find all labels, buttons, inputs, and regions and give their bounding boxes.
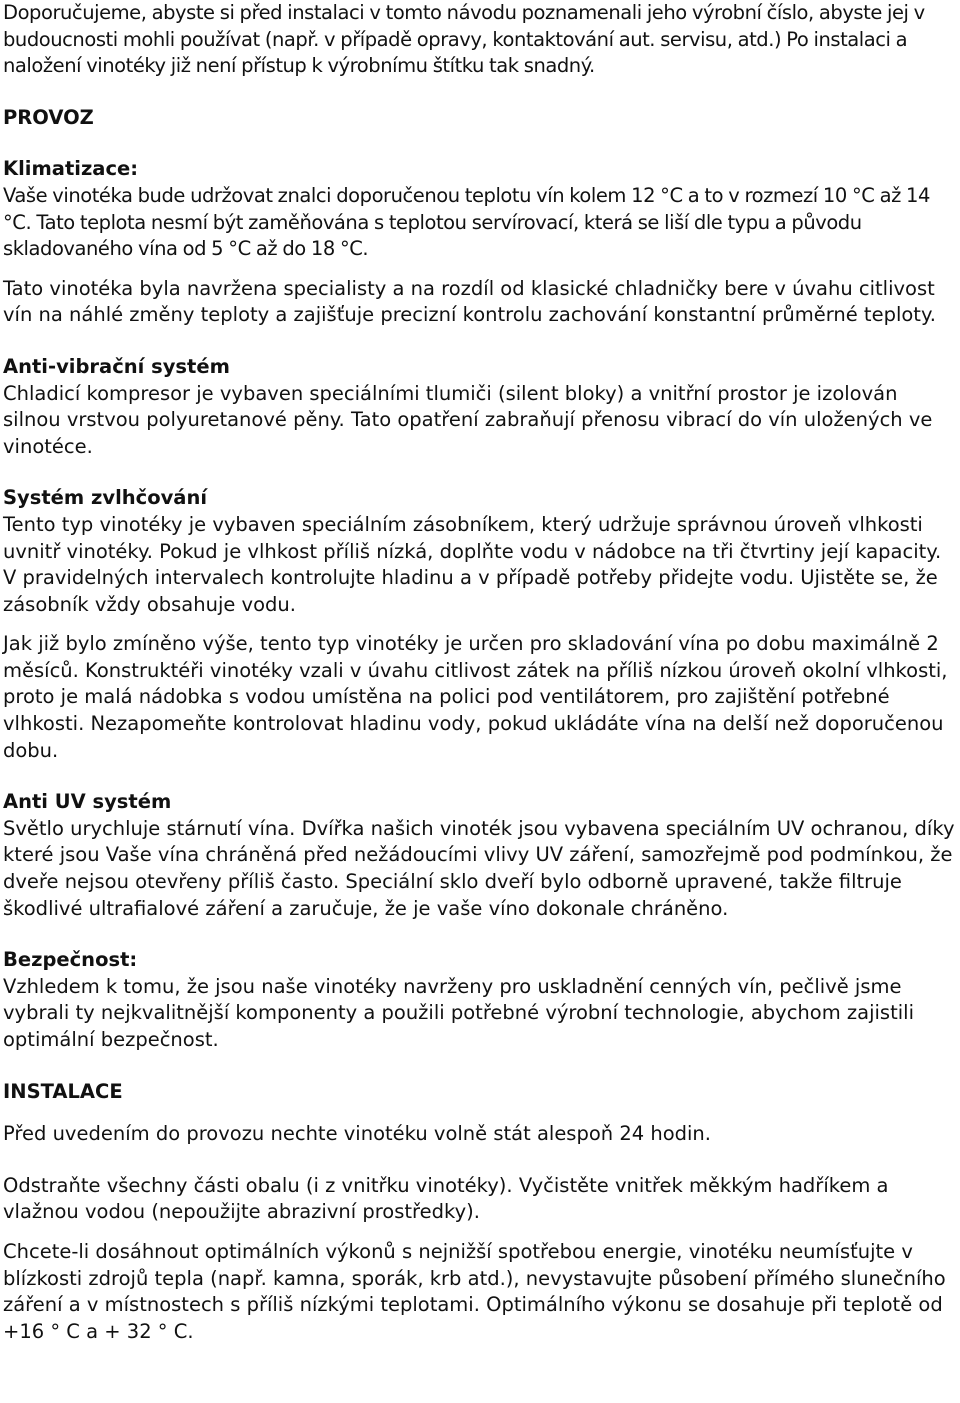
paragraph: Tento typ vinotéky je vybaven speciálním zásobníkem, který udržuje správnou úroveň vlhkosti uvnitř vinotéky. Pokud je vlhkost příliš nízká, doplňte vodu v nádobce na tři čtvrtiny její kapacity. V pravidelných intervalech kontrolujte hladinu a v případě potřeby přidejte vodu. Ujistěte se, že zásobník vždy obsahuje vodu. — [3, 512, 942, 616]
paragraph: Chladicí kompresor je vybaven speciálními tlumiči (silent bloky) a vnitřní prostor je izolován silnou vrstvou polyuretanové pěny. Tato opatření zabraňují přenosu vibrací do vín uložených ve vinotéce. — [3, 381, 933, 458]
paragraph: Chcete-li dosáhnout optimálních výkonů s nejnižší spotřebou energie, vinotéku neumísťujte v blízkosti zdrojů tepla (např. kamna, sporák, krb atd.), nevystavujte působení přímého slunečního záření a v místnostech s příliš nízkými teplotami. Optimálního výkonu se dosahuje při teplotě od +16 ° C a + 32 ° C. — [3, 1239, 946, 1343]
paragraph: Tato vinotéka byla navržena specialisty a na rozdíl od klasické chladničky bere v úvahu citlivost vín na náhlé změny teploty a zajišťuje precizní kontrolu zachování konstantní průměrné teploty. — [3, 276, 936, 327]
section-heading: PROVOZ — [3, 105, 94, 129]
paragraph: Před uvedením do provozu nechte vinotéku volně stát alespoň 24 hodin. — [3, 1122, 711, 1146]
paragraph: Jak již bylo zmíněno výše, tento typ vinotéky je určen pro skladování vína po dobu maximálně 2 měsíců. Konstruktéři vinotéky vzali v úvahu citlivost zátek na příliš nízkou úroveň okolní vlhkosti, proto je malá nádobka s vodou umístěna na polici pod ventilátorem, pro zajištění potřebné vlhkosti. Nezapomeňte kontrolovat hladinu vody, pokud ukládáte vína na delší než doporučenou dobu. — [3, 632, 948, 762]
section-heading: Anti UV systém — [3, 790, 172, 814]
section-heading: Bezpečnost: — [3, 948, 138, 972]
paragraph: Světlo urychluje stárnutí vína. Dvířka našich vinoték jsou vybavena speciálním UV ochranou, díky které jsou Vaše vína chráněná před nežádoucími vlivy UV záření, samozřejmě pod podmínkou, že dveře nejsou otevřeny příliš často. Speciální sklo dveří bylo odborně upravené, takže filtruje škodlivé ultrafialové záření a zaručuje, že je vaše víno dokonale chráněno. — [3, 816, 955, 920]
paragraph: Vaše vinotéka bude udržovat znalci doporučenou teplotu vín kolem 12 °C a to v rozmezí 10 °C až 14 °C. Tato teplota nesmí být zaměňována s teplotou servírovací, která se liší dle typu a původu skladovaného vína od 5 °C až do 18 °C. — [3, 183, 930, 261]
section-heading: Anti-vibrační systém — [3, 354, 230, 378]
document-page — [3, 0, 958, 1345]
section-heading: Systém zvlhčování — [3, 486, 208, 510]
section-heading: INSTALACE — [3, 1079, 123, 1103]
section-heading: Klimatizace: — [3, 157, 139, 181]
paragraph: Odstraňte všechny části obalu (i z vnitřku vinotéky). Vyčistěte vnitřek měkkým hadříkem a vlažnou vodou (nepoužijte abrazivní prostředky). — [3, 1173, 889, 1224]
paragraph: Vzhledem k tomu, že jsou naše vinotéky navrženy pro uskladnění cenných vín, pečlivě jsme vybrali ty nejkvalitnější komponenty a použili potřebné výrobní technologie, abychom zajistili optimální bezpečnost. — [3, 974, 914, 1051]
paragraph: Doporučujeme, abyste si před instalaci v tomto návodu poznamenali jeho výrobní číslo, abyste jej v budoucnosti mohli používat (např. v případě opravy, kontaktování aut. servisu, atd.) Po instalaci a naložení vinotéky již není přístup k výrobnímu štítku tak snadný. — [3, 1, 925, 78]
